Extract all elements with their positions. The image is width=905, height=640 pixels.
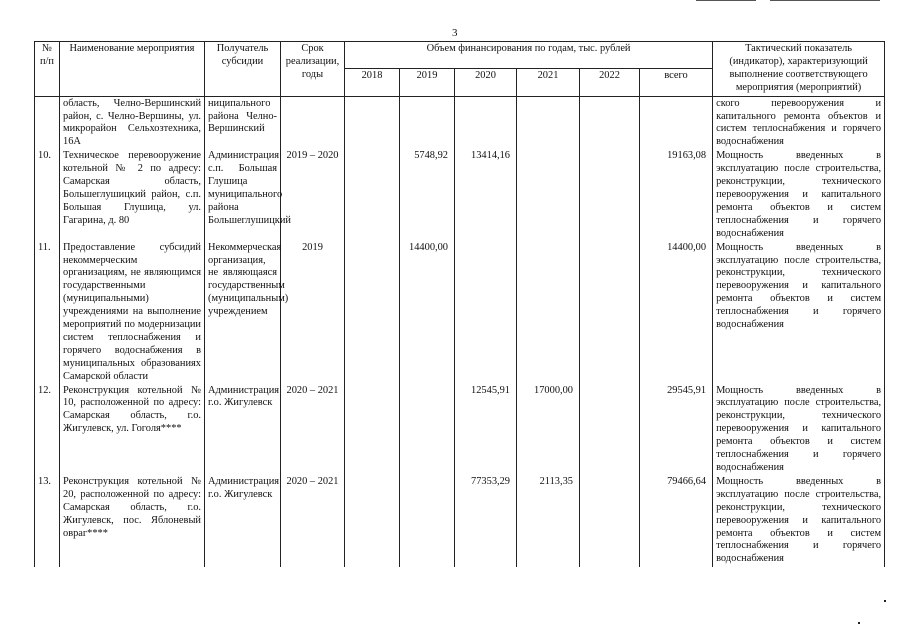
- col-tactical-header: Тактический показатель (индикатор), характеризующий выполнение соответствующего мероприятия (мероприятий): [713, 42, 885, 97]
- value-2021: [517, 241, 580, 384]
- year-header-2020: 2020: [455, 69, 517, 96]
- row-number: 12.: [35, 384, 60, 475]
- scan-speck: [884, 600, 886, 602]
- scan-speck: [858, 622, 860, 624]
- value-2022: [580, 241, 640, 384]
- table-row: [35, 384, 885, 475]
- value-2018: [345, 475, 400, 567]
- table-row: [35, 241, 885, 384]
- value-2020: [455, 241, 517, 384]
- recipient: Некоммерческая организация, не являющаяся государственным (муниципальным) учреждением: [205, 241, 281, 384]
- tactical-indicator: Мощность введенных в эксплуатацию после строительства, реконструкции, технического перевооружения и капитального ремонта объектов и систем теплоснабжения и горячего водоснабжения: [713, 241, 885, 384]
- row-number: 11.: [35, 241, 60, 384]
- value-total: 79466,64: [640, 475, 713, 567]
- value-total: 19163,08: [640, 149, 713, 240]
- period: 2020 – 2021: [281, 384, 345, 475]
- year-header-total: всего: [640, 69, 713, 96]
- value-2020: 12545,91: [455, 384, 517, 475]
- tactical-indicator: ского перевооружения и капитального ремонта объектов и систем теплоснабжения и горячего водоснабжения: [713, 96, 885, 149]
- value-total: 29545,91: [640, 384, 713, 475]
- value-2018: [345, 96, 400, 149]
- scan-edge-line-right: [770, 0, 880, 1]
- value-2019: 14400,00: [400, 241, 455, 384]
- activity-name: Реконструкция котельной № 20, расположенной по адресу: Самарская область, г.о. Жигулевск, пос. Яблоневый овраг****: [60, 475, 205, 567]
- value-2021: 17000,00: [517, 384, 580, 475]
- value-2022: [580, 96, 640, 149]
- year-header-2018: 2018: [345, 69, 400, 96]
- value-total: [640, 96, 713, 149]
- year-header-2022: 2022: [580, 69, 640, 96]
- row-number: 10.: [35, 149, 60, 240]
- value-2021: [517, 149, 580, 240]
- tactical-indicator: Мощность введенных в эксплуатацию после строительства, реконструкции, технического перевооружения и капитального ремонта объектов и систем теплоснабжения и горячего водоснабжения: [713, 475, 885, 567]
- activity-name: Реконструкция котельной № 10, расположенной по адресу: Самарская область, г.о. Жигулевск, ул. Гоголя****: [60, 384, 205, 475]
- activity-name: область, Челно-Вершинский район, с. Челно-Вершины, ул. микрорайон Сельхозтехника, 16А: [60, 96, 205, 149]
- col-name-header: Наименование мероприятия: [60, 42, 205, 97]
- recipient: Администрация с.п. Большая Глушица муниципального района Большеглушицкий: [205, 149, 281, 240]
- recipient: Администрация г.о. Жигулевск: [205, 384, 281, 475]
- value-2022: [580, 149, 640, 240]
- tactical-indicator: Мощность введенных в эксплуатацию после строительства, реконструкции, технического перевооружения и капитального ремонта объектов и систем теплоснабжения и горячего водоснабжения: [713, 149, 885, 240]
- tactical-indicator: Мощность введенных в эксплуатацию после строительства, реконструкции, технического перевооружения и капитального ремонта объектов и систем теплоснабжения и горячего водоснабжения: [713, 384, 885, 475]
- year-header-2021: 2021: [517, 69, 580, 96]
- value-2021: [517, 96, 580, 149]
- col-recipient-header: Получатель субсидии: [205, 42, 281, 97]
- activity-name: Предоставление субсидий некоммерческим организациям, не являющимся государственными (муниципальными) учреждениями на выполнение мероприятий по модернизации систем теплоснабжения и горячего водоснабжения в муниципальных образованиях Самарской области: [60, 241, 205, 384]
- value-2018: [345, 384, 400, 475]
- col-no-header: № п/п: [35, 42, 60, 97]
- value-2019: 5748,92: [400, 149, 455, 240]
- table-row: [35, 149, 885, 240]
- value-2021: 2113,35: [517, 475, 580, 567]
- value-2020: 13414,16: [455, 149, 517, 240]
- financing-table: [34, 41, 885, 567]
- table-row: [35, 96, 885, 149]
- period: 2019: [281, 241, 345, 384]
- page-number: 3: [452, 27, 458, 39]
- row-number: [35, 96, 60, 149]
- value-2018: [345, 149, 400, 240]
- value-2022: [580, 384, 640, 475]
- value-2018: [345, 241, 400, 384]
- activity-name: Техническое перевооружение котельной № 2 по адресу: Самарская область, Большеглушицкий район, с.п. Большая Глушица, ул. Гагарина, д. 80: [60, 149, 205, 240]
- value-2020: 77353,29: [455, 475, 517, 567]
- value-total: 14400,00: [640, 241, 713, 384]
- value-2019: [400, 475, 455, 567]
- scan-edge-line-left: [696, 0, 756, 1]
- recipient: Администрация г.о. Жигулевск: [205, 475, 281, 567]
- value-2019: [400, 384, 455, 475]
- table-row: [35, 475, 885, 567]
- year-header-2019: 2019: [400, 69, 455, 96]
- value-2022: [580, 475, 640, 567]
- period: 2019 – 2020: [281, 149, 345, 240]
- recipient: ниципального района Челно-Вершинский: [205, 96, 281, 149]
- period: [281, 96, 345, 149]
- period: 2020 – 2021: [281, 475, 345, 567]
- col-financing-header: Объем финансирования по годам, тыс. рублей: [345, 42, 713, 69]
- value-2019: [400, 96, 455, 149]
- value-2020: [455, 96, 517, 149]
- row-number: 13.: [35, 475, 60, 567]
- col-period-header: Срок реализации, годы: [281, 42, 345, 97]
